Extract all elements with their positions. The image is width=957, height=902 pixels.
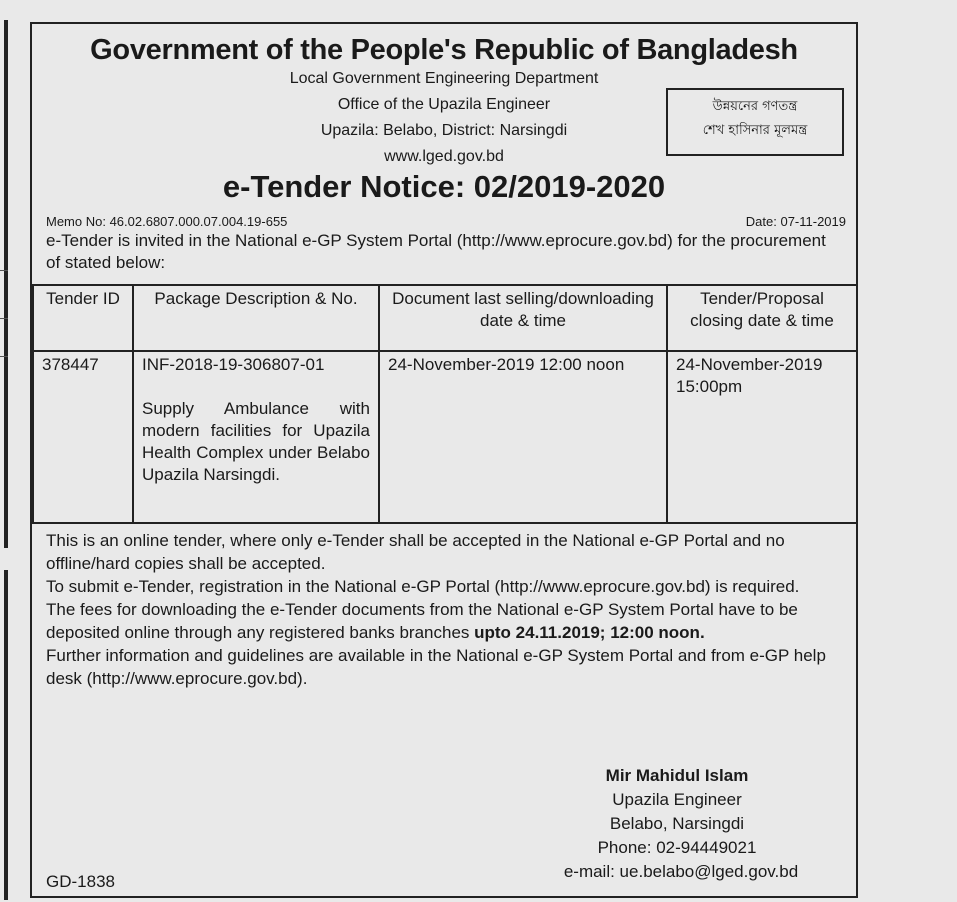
office-name: Office of the Upazila Engineer [337,96,551,113]
package-number: INF-2018-19-306807-01 [142,355,325,374]
closing-date-cell: 24-November-2019 15:00pm [667,351,857,523]
notice-header [32,24,856,272]
website-link[interactable]: www.lged.gov.bd [384,148,504,165]
tender-table [32,284,858,524]
slogan-line: শেখ হাসিনার মূলমন্ত্র [702,123,808,138]
package-cell [133,351,379,523]
email-address[interactable]: e-mail: ue.belabo@lged.gov.bd [563,862,799,881]
left-column-tick [0,270,8,271]
column-header: Package Description & No. [133,285,379,351]
notice-body [46,529,846,690]
fee-text: The fees for downloading the e-Tender documents from the National e-GP System Portal have to be deposited online through any registered banks branches [46,600,798,642]
notice-date: Date: 07-11-2019 [745,214,846,229]
tender-id-cell: 378447 [33,351,133,523]
body-paragraph: To submit e-Tender, registration in the National e-GP Portal (http://www.eprocure.gov.bd) is required. [46,577,800,596]
government-title: Government of the People's Republic of Bangladesh [90,34,798,66]
gd-code: GD-1838 [46,872,115,891]
slogan-box [666,88,844,156]
left-column-rule [4,570,8,900]
table-header-row [33,285,857,351]
left-column-tick [0,318,8,319]
column-header: Document last selling/downloading date & time [379,285,667,351]
phone-number: Phone: 02-94449021 [597,838,757,857]
left-column-rule [4,20,8,548]
body-paragraph: This is an online tender, where only e-Tender shall be accepted in the National e-GP Portal and no offline/hard copies shall be accepted. [46,531,785,573]
deadline-punctuation: . [699,623,705,642]
office-location: Upazila: Belabo, District: Narsingdi [320,122,568,139]
signatory-designation: Upazila Engineer [612,790,742,809]
notice-title: e-Tender Notice: 02/2019-2020 [222,169,666,204]
body-paragraph [46,598,846,644]
column-header: Tender ID [33,285,133,351]
notice-intro: e-Tender is invited in the National e-GP System Portal (http://www.eprocure.gov.bd) for the procurement of stated below: [46,231,826,272]
package-description: Supply Ambulance with modern facilities for Upazila Health Complex under Belabo Upazila Narsingdi. [142,399,370,484]
signature-block [552,764,802,884]
table-row [33,351,857,523]
signatory-place: Belabo, Narsingdi [609,814,745,833]
signatory-name: Mir Mahidul Islam [605,766,749,785]
memo-number: Memo No: 46.02.6807.000.07.004.19-655 [46,214,288,229]
left-column-tick [0,356,8,357]
department-name: Local Government Engineering Department [289,70,599,87]
deadline-text: upto 24.11.2019; 12:00 noon [474,623,700,642]
slogan-line: উন্নয়নের গণতন্ত্র [712,99,798,114]
document-last-date-cell: 24-November-2019 12:00 noon [379,351,667,523]
body-paragraph: Further information and guidelines are available in the National e-GP System Portal and from e-GP help desk (http://www.eprocure.gov.bd). [46,646,826,688]
column-header: Tender/Proposal closing date & time [667,285,857,351]
tender-notice [30,22,858,898]
